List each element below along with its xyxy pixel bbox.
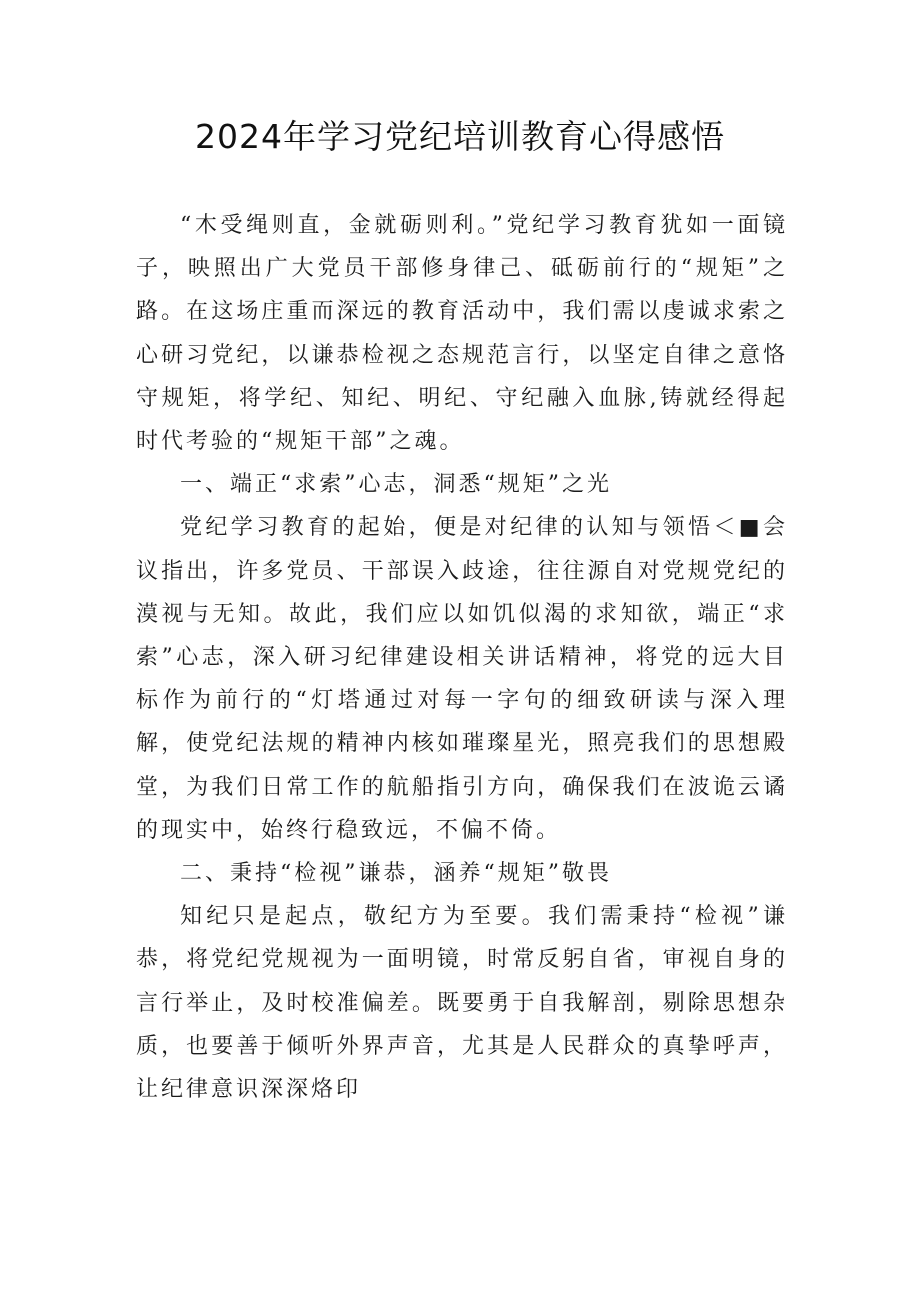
section-heading-2: 二、秉持“检视”谦恭，涵养“规矩”敬畏	[180, 861, 612, 887]
section-heading-1: 一、端正“求索”心志，洞悉“规矩”之光	[180, 472, 612, 498]
document-body	[136, 204, 788, 1111]
section-1-paragraph: 党纪学习教育的起始，便是对纪律的认知与领悟＜■会议指出，许多党员、干部误入歧途，往往源自对党规党纪的漠视与无知。故此，我们应以如饥似渴的求知欲，端正“求索”心志，深入研习纪律建设相关讲话精神，将党的远大目标作为前行的“灯塔通过对每一字句的细致研读与深入理解，使党纪法规的精神内核如璀璨星光，照亮我们的思想殿堂，为我们日常工作的航船指引方向，确保我们在波诡云谲的现实中，始终行稳致远，不偏不倚。	[136, 515, 788, 843]
intro-paragraph: “木受绳则直，金就砺则利。”党纪学习教育犹如一面镜子，映照出广大党员干部修身律己、砥砺前行的“规矩”之路。在这场庄重而深远的教育活动中，我们需以虔诚求索之心研习党纪，以谦恭检视之态规范言行，以坚定自律之意恪守规矩，将学纪、知纪、明纪、守纪融入血脉,铸就经得起时代考验的“规矩干部”之魂。	[136, 213, 788, 455]
section-2-paragraph: 知纪只是起点，敬纪方为至要。我们需秉持“检视”谦恭，将党纪党规视为一面明镜，时常反躬自省，审视自身的言行举止，及时校准偏差。既要勇于自我解剖，剔除思想杂质，也要善于倾听外界声音，尤其是人民群众的真挚呼声，让纪律意识深深烙印	[136, 904, 788, 1103]
document-title: 2024年学习党纪培训教育心得感悟	[195, 117, 725, 156]
